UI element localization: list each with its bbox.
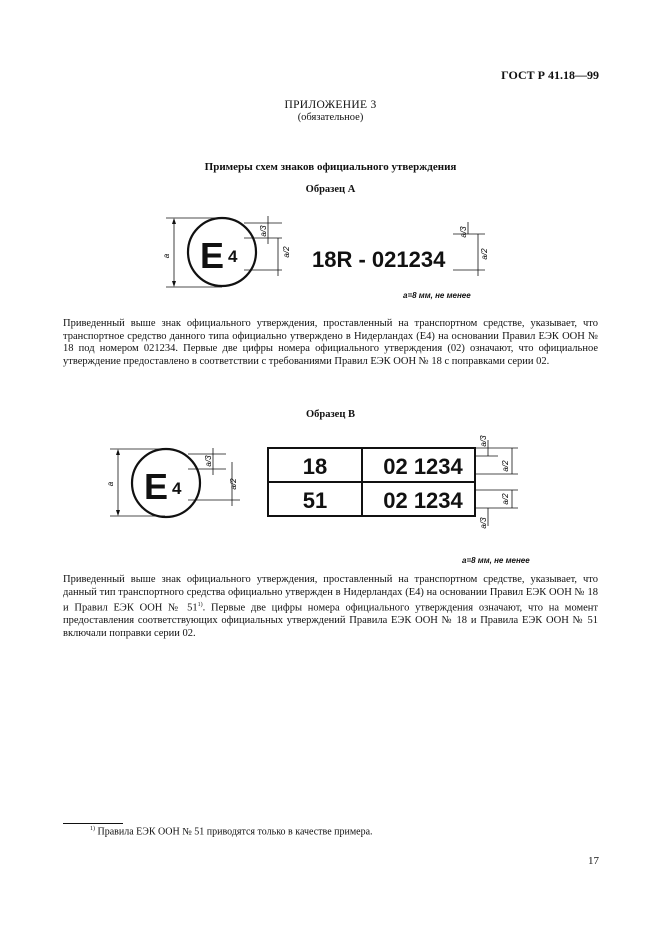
sample-b-number: 4 <box>172 479 182 498</box>
footnote <box>90 826 373 837</box>
footnote-divider <box>63 823 123 824</box>
sample-a-dim-a2: a/2 <box>282 246 291 258</box>
page-number: 17 <box>588 855 599 867</box>
sample-b-dim-a3-bottom: a/3 <box>479 517 488 529</box>
standard-code: ГОСТ Р 41.18—99 <box>501 68 599 82</box>
section-title: Примеры схем знаков официального утверждения <box>204 161 457 173</box>
sample-b-dim-a3-top: a/3 <box>479 435 488 447</box>
sample-a-approval-text: 18R - 021234 <box>312 247 446 272</box>
sample-b-description-end: . Первые две цифры номера официального утверждения означают, что на момент предоставления соответствующих официальных утверждений Правила ЕЭК ООН № 18 и Правила ЕЭК ООН № 51 включали поправки серии 02. <box>63 602 599 639</box>
sample-b-row2-number: 02 1234 <box>383 488 463 513</box>
sample-a-dim-a3-right: a/3 <box>459 226 468 238</box>
sample-b-title: Образец В <box>305 409 356 420</box>
sample-a-min-note: a=8 мм, не менее <box>403 291 471 300</box>
sample-a-title: Образец А <box>305 184 356 195</box>
sample-a-dim-a2-right: a/2 <box>480 248 489 260</box>
sample-b-dim-a2: a/2 <box>229 478 238 490</box>
sample-a-number: 4 <box>228 247 238 266</box>
sample-a-dim-a3: a/3 <box>259 225 268 237</box>
sample-b-row2-regulation: 51 <box>302 488 328 513</box>
sample-b-min-note: a=8 мм, не менее <box>462 556 530 565</box>
sample-b-dim-a: a <box>106 481 115 487</box>
sample-b-dim-a2-top: a/2 <box>501 460 510 472</box>
sample-b-dim-a2-bottom: a/2 <box>501 493 510 505</box>
sample-b-description <box>63 574 598 640</box>
footnote-text: Правила ЕЭК ООН № 51 приводятся только в качестве примера. <box>97 826 373 838</box>
sample-b-dim-a3: a/3 <box>204 455 213 467</box>
sample-a-description: Приведенный выше знак официального утверждения, проставленный на транспортном средстве, указывает, что транспортное средство данного типа официально утверждено в Нидерландах (Е4) на основании Правил ЕЭК ООН № 18 под номером 021234. Первые две цифры номера официального утверждения (02) означают, что официальное утверждение предоставлено в соответствии с требованиями Правил ЕЭК ООН № 18 с поправками серии 02. <box>63 318 598 367</box>
sample-b-row1-regulation: 18 <box>302 454 328 479</box>
appendix-note: (обязательное) <box>297 112 364 123</box>
sample-b-row1-number: 02 1234 <box>383 454 463 479</box>
footnote-reference: 1) <box>197 602 203 608</box>
sample-b-description-start: Приведенный выше знак официального утверждения, проставленный на транспортном средстве, указывает, что данный тип транспортного средства официально утвержден в Нидерландах (Е4) на основании Правил ЕЭК ООН № 18 и Правил ЕЭК ООН № 51 <box>63 574 598 614</box>
footnote-marker: 1) <box>90 826 95 832</box>
sample-b-letter-e: E <box>144 466 169 507</box>
appendix-title: ПРИЛОЖЕНИЕ 3 <box>284 99 377 111</box>
sample-a-dim-a: a <box>162 253 171 259</box>
sample-a-letter-e: E <box>200 235 225 276</box>
